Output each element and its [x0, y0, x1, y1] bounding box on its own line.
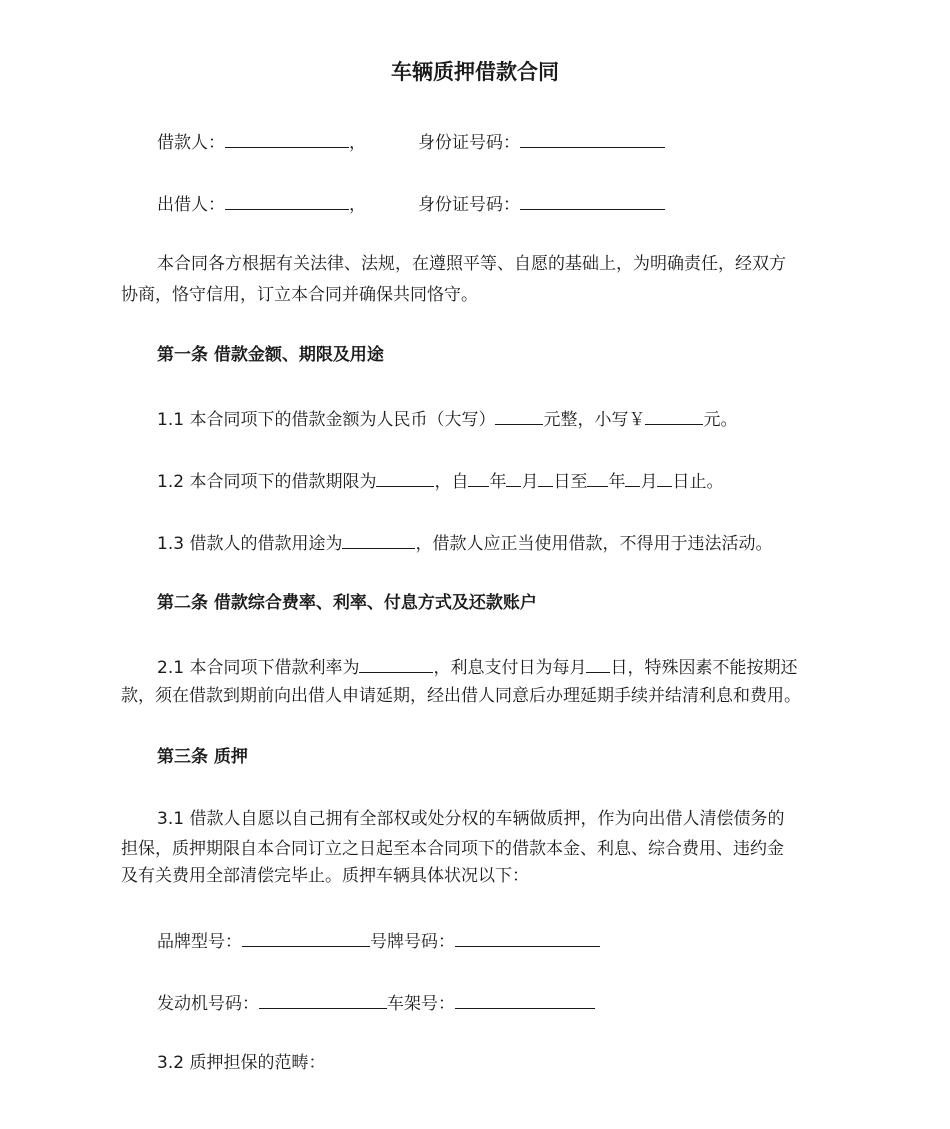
clause-1-1-text: 元整，小写￥: [543, 410, 646, 430]
borrower-id-line: [418, 128, 665, 155]
borrower-name-blank[interactable]: [225, 128, 349, 148]
article3-heading: 第三条 质押: [157, 747, 248, 767]
clause-3-1-line-1: 3.1 借款人自愿以自己拥有全部权或处分权的车辆做质押，作为向出借人清偿债务的: [157, 809, 785, 829]
month-text: 月: [521, 472, 539, 492]
comma: ，: [349, 133, 366, 153]
day-text: 日: [672, 472, 690, 492]
clause-2-1-text: 2.1 本合同项下借款利率为: [157, 658, 360, 678]
engine-label: 发动机号码：: [157, 994, 259, 1014]
lender-label: 出借人：: [157, 195, 225, 215]
clause-2-1-line-2: 款，须在借款到期前向出借人申请延期，经出借人同意后办理延期手续并结清利息和费用。: [121, 686, 801, 706]
year-text: 年: [489, 472, 507, 492]
day-text: 日: [553, 472, 571, 492]
month-text: 月: [640, 472, 658, 492]
clause-2-1: [157, 653, 797, 680]
id-label: 身份证号码：: [418, 195, 520, 215]
clause-1-2: [157, 467, 723, 494]
vehicle-engine-line: [157, 989, 595, 1016]
interest-rate-blank[interactable]: [359, 653, 433, 673]
id-label: 身份证号码：: [418, 133, 520, 153]
clause-3-1-line-2: 担保，质押期限自本合同订立之日起至本合同项下的借款本金、利息、综合费用、违约金: [121, 839, 784, 859]
frame-number-blank[interactable]: [455, 989, 595, 1009]
clause-1-1-text: 元。: [703, 410, 738, 430]
start-day-blank[interactable]: [538, 467, 553, 487]
plate-label: 号牌号码：: [370, 932, 455, 952]
start-year-blank[interactable]: [468, 467, 489, 487]
loan-term-blank[interactable]: [376, 467, 434, 487]
lender-name-blank[interactable]: [225, 190, 349, 210]
frame-label: 车架号：: [387, 994, 455, 1014]
engine-number-blank[interactable]: [259, 989, 387, 1009]
clause-1-3-text: ，借款人应正当使用借款，不得用于违法活动。: [415, 534, 773, 554]
lender-id-line: [418, 190, 665, 217]
clause-1-1: [157, 405, 737, 432]
end-month-blank[interactable]: [625, 467, 640, 487]
loan-purpose-blank[interactable]: [342, 529, 415, 549]
borrower-line: [157, 128, 366, 155]
lender-id-blank[interactable]: [520, 190, 665, 210]
clause-1-2-text: ，自: [434, 472, 469, 492]
amount-words-blank[interactable]: [495, 405, 543, 425]
clause-1-2-text: 1.2 本合同项下的借款期限为: [157, 472, 377, 492]
clause-3-2: 3.2 质押担保的范畴：: [157, 1053, 326, 1073]
interest-day-blank[interactable]: [586, 653, 610, 673]
clause-1-3-text: 1.3 借款人的借款用途为: [157, 534, 343, 554]
clause-2-1-text: ，利息支付日为每月: [433, 658, 587, 678]
intro-line-2: 协商，恪守信用，订立本合同并确保共同恪守。: [121, 285, 478, 305]
year-text: 年: [608, 472, 626, 492]
brand-label: 品牌型号：: [157, 932, 242, 952]
article1-heading: 第一条 借款金额、期限及用途: [157, 345, 384, 365]
intro-line-1: 本合同各方根据有关法律、法规，在遵照平等、自愿的基础上，为明确责任，经双方: [157, 254, 786, 274]
to-text: 至: [570, 472, 588, 492]
borrower-id-blank[interactable]: [520, 128, 665, 148]
clause-1-2-text: 止。: [689, 472, 724, 492]
article2-heading: 第二条 借款综合费率、利率、付息方式及还款账户: [157, 593, 537, 613]
clause-1-1-text: 1.1 本合同项下的借款金额为人民币（大写）: [157, 410, 496, 430]
end-year-blank[interactable]: [587, 467, 608, 487]
clause-3-1-line-3: 及有关费用全部清偿完毕止。质押车辆具体状况以下：: [121, 866, 529, 886]
amount-figures-blank[interactable]: [645, 405, 703, 425]
comma: ，: [349, 195, 366, 215]
borrower-label: 借款人：: [157, 133, 225, 153]
end-day-blank[interactable]: [657, 467, 672, 487]
lender-line: [157, 190, 366, 217]
start-month-blank[interactable]: [506, 467, 521, 487]
clause-1-3: [157, 529, 772, 556]
clause-2-1-text: 日，特殊因素不能按期还: [610, 658, 798, 678]
document-title: 车辆质押借款合同: [391, 60, 559, 84]
plate-number-blank[interactable]: [455, 927, 600, 947]
brand-model-blank[interactable]: [242, 927, 370, 947]
vehicle-brand-line: [157, 927, 600, 954]
